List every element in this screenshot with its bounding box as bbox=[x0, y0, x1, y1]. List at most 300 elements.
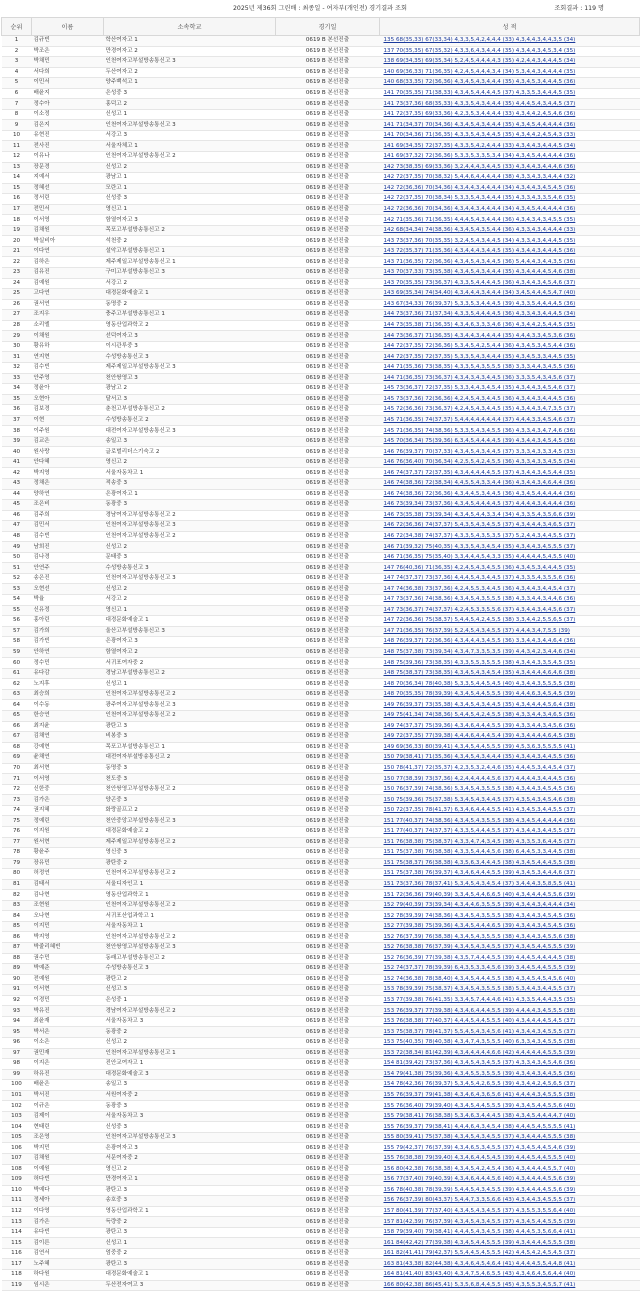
school-cell: 춘천고부설방송통신고 2 bbox=[104, 405, 276, 416]
name-cell: 고다연 bbox=[32, 289, 104, 300]
name-cell: 박예준 bbox=[32, 964, 104, 975]
score-link[interactable]: 146 71(36,35) 75(35,40) 3,3,4,4,4,5,4,3,3 (35) 4,4,4,4,4,5,4,5,5 (40) bbox=[380, 552, 640, 563]
date-cell: 0619 B 본선진출 bbox=[276, 78, 380, 89]
score-link[interactable]: 151 75(37,38) 76(39,37) 4,3,4,6,4,4,4,5,5 (39) 4,3,4,5,3,4,4,4,6 (37) bbox=[380, 869, 640, 880]
score-link[interactable]: 150 76(37,39) 74(38,36) 5,3,4,5,4,3,5,5,5 (38) 4,3,4,4,3,4,5,4,5 (36) bbox=[380, 784, 640, 795]
score-link[interactable]: 143 70(35,35) 73(36,37) 4,3,3,5,4,4,4,4,5 (36) 4,3,4,4,3,4,5,4,6 (37) bbox=[380, 278, 640, 289]
name-cell: 정혜선 bbox=[32, 183, 104, 194]
score-link[interactable]: 155 79(42,37) 76(37,39) 4,3,4,6,5,3,4,5,5 (37) 4,3,4,5,4,4,5,4,6 (39) bbox=[380, 1143, 640, 1154]
col-header-name: 이름 bbox=[32, 18, 104, 36]
date-cell: 0619 B 본선진출 bbox=[276, 99, 380, 110]
score-link[interactable]: 148 70(35,35) 78(39,39) 4,3,4,5,4,4,5,5,5 (39) 4,4,4,6,3,4,5,4,5 (39) bbox=[380, 689, 640, 700]
school-cell: 제주제일고부설방송통신고 1 bbox=[104, 257, 276, 268]
name-cell: 박서진 bbox=[32, 1090, 104, 1101]
score-link[interactable]: 146 73(39,34) 73(37,36) 4,3,4,5,4,4,4,4,5 (37) 4,4,4,4,3,4,4,4,4 (36) bbox=[380, 500, 640, 511]
rank-cell: 68 bbox=[2, 742, 32, 753]
rank-cell: 96 bbox=[2, 1037, 32, 1048]
score-link[interactable]: 153 78(39,39) 75(38,37) 4,3,4,5,4,3,5,5,5 (38) 5,3,4,4,3,4,4,5,5 (37) bbox=[380, 985, 640, 996]
score-link[interactable]: 142 68(34,34) 74(38,36) 4,3,4,5,4,3,5,4,4 (36) 4,3,3,4,3,4,4,4,4 (33) bbox=[380, 225, 640, 236]
score-link[interactable]: 150 78(41,37) 72(35,37) 4,2,3,5,3,2,4,4,6 (35) 4,4,4,5,3,4,4,5,4 (37) bbox=[380, 763, 640, 774]
date-cell: 0619 B 본선진출 bbox=[276, 1280, 380, 1291]
rank-cell: 83 bbox=[2, 900, 32, 911]
score-link[interactable]: 144 72(37,35) 72(37,35) 5,3,3,5,4,3,4,4,4 (35) 4,3,4,5,3,3,4,4,5 (35) bbox=[380, 352, 640, 363]
name-cell: 박줄리혜빈 bbox=[32, 943, 104, 954]
table-row bbox=[2, 1111, 640, 1122]
table-row bbox=[2, 1048, 640, 1059]
score-link[interactable]: 146 73(35,38) 73(39,34) 4,3,4,5,4,4,3,3,4 (34) 4,3,3,5,4,3,5,6,6 (39) bbox=[380, 510, 640, 521]
rank-cell: 2 bbox=[2, 46, 32, 57]
date-cell: 0619 B 본선진출 bbox=[276, 1238, 380, 1249]
score-link[interactable]: 143 73(37,36) 70(35,35) 3,2,4,5,4,3,4,4,5 (34) 4,3,3,4,3,4,4,4,5 (35) bbox=[380, 236, 640, 247]
score-link[interactable]: 150 75(39,36) 75(37,38) 5,3,4,5,4,3,4,4,5 (37) 4,3,5,4,3,4,5,4,6 (38) bbox=[380, 795, 640, 806]
score-link[interactable]: 154 81(39,42) 73(37,36) 4,3,4,5,4,3,4,5,5 (37) 4,3,3,4,3,4,5,4,6 (36) bbox=[380, 1059, 640, 1070]
name-cell: 양하연 bbox=[32, 489, 104, 500]
school-cell: 서울자동차고 1 bbox=[104, 468, 276, 479]
rank-cell: 87 bbox=[2, 943, 32, 954]
name-cell: 정수아 bbox=[32, 99, 104, 110]
school-cell: 은성중 3 bbox=[104, 88, 276, 99]
score-link[interactable]: 146 71(39,32) 75(40,35) 4,3,3,5,4,3,4,5,4 (35) 4,3,4,4,3,4,5,5,5 (37) bbox=[380, 542, 640, 553]
rank-cell: 55 bbox=[2, 605, 32, 616]
school-cell: 대경문화예술고 1 bbox=[104, 616, 276, 627]
score-link[interactable]: 156 80(42,38) 76(38,38) 4,3,4,5,4,2,4,5,4 (36) 4,3,4,4,4,4,5,5,7 (40) bbox=[380, 1164, 640, 1175]
score-link[interactable]: 157 80(41,39) 77(37,40) 4,3,4,5,4,3,4,5,5 (37) 4,3,5,5,3,5,5,6,4 (40) bbox=[380, 1206, 640, 1217]
rank-cell: 86 bbox=[2, 932, 32, 943]
date-cell: 0619 B 본선진출 bbox=[276, 837, 380, 848]
score-link[interactable]: 157 81(42,39) 76(37,39) 4,3,4,5,4,3,4,5,5 (37) 4,3,4,5,4,4,5,5,5 (39) bbox=[380, 1217, 640, 1228]
school-cell: 함열여자고 3 bbox=[104, 215, 276, 226]
score-link[interactable]: 141 70(35,35) 71(38,33) 4,3,4,5,4,4,4,4,5 (37) 4,3,3,5,3,4,4,4,5 (35) bbox=[380, 88, 640, 99]
score-link[interactable]: 142 73(38,35) 69(33,36) 3,2,4,4,4,3,4,4,5 (33) 4,3,4,4,3,4,4,4,6 (36) bbox=[380, 162, 640, 173]
table-row bbox=[2, 1164, 640, 1175]
date-cell: 0619 B 본선진출 bbox=[276, 626, 380, 637]
school-cell: 신성고 1 bbox=[104, 679, 276, 690]
school-cell: 두산전자여고 3 bbox=[104, 1280, 276, 1291]
school-cell: 신성고 2 bbox=[104, 1037, 276, 1048]
school-cell: 인천여자고부설방송통신고 3 bbox=[104, 521, 276, 532]
score-link[interactable]: 145 73(36,37) 72(37,35) 5,3,3,4,4,3,4,5,4 (35) 4,3,4,4,3,4,5,4,6 (37) bbox=[380, 384, 640, 395]
school-cell: 광남고 2 bbox=[104, 384, 276, 395]
table-row bbox=[2, 88, 640, 99]
name-cell: 김수빈 bbox=[32, 531, 104, 542]
date-cell: 0619 B 본선진출 bbox=[276, 436, 380, 447]
score-link[interactable]: 154 78(42,36) 76(39,37) 5,3,4,5,4,2,6,5,5 (39) 4,3,4,4,2,4,5,6,5 (37) bbox=[380, 1080, 640, 1091]
rank-cell: 26 bbox=[2, 299, 32, 310]
score-link[interactable]: 152 74(36,38) 78(38,40) 4,3,4,5,4,4,4,5,5 (38) 4,3,4,5,4,5,4,5,6 (40) bbox=[380, 974, 640, 985]
score-link[interactable]: 140 69(36,33) 71(36,35) 4,2,4,5,4,4,4,3,4 (34) 5,3,4,4,3,4,4,4,4 (35) bbox=[380, 67, 640, 78]
rank-cell: 67 bbox=[2, 732, 32, 743]
school-cell: 인천여자고부설방송통신고 2 bbox=[104, 869, 276, 880]
col-header-rank: 순위 bbox=[2, 18, 32, 36]
score-link[interactable]: 151 72(36,36) 79(40,39) 3,3,4,5,4,4,6,6,5 (40) 4,3,4,4,4,4,5,5,6 (39) bbox=[380, 890, 640, 901]
date-cell: 0619 B 본선진출 bbox=[276, 995, 380, 1006]
name-cell: 이유나 bbox=[32, 152, 104, 163]
score-link[interactable]: 153 76(39,37) 77(39,38) 4,3,4,6,4,4,4,5,5 (39) 4,4,4,4,3,4,5,5,5 (38) bbox=[380, 1006, 640, 1017]
rank-cell: 20 bbox=[2, 236, 32, 247]
date-cell: 0619 B 본선진출 bbox=[276, 236, 380, 247]
score-link[interactable]: 142 71(35,36) 71(36,35) 4,4,4,5,4,3,4,4,4 (36) 4,3,4,3,4,3,4,5,5 (35) bbox=[380, 215, 640, 226]
score-link[interactable]: 141 73(37,36) 68(35,33) 4,3,3,5,4,3,4,4,4 (35) 4,4,4,5,4,3,4,4,5 (37) bbox=[380, 99, 640, 110]
date-cell: 0619 B 본선진출 bbox=[276, 394, 380, 405]
table-row bbox=[2, 1206, 640, 1217]
score-link[interactable]: 141 69(37,32) 72(36,36) 5,3,3,5,3,3,5,3,4 (34) 4,3,4,5,4,4,4,4,4 (36) bbox=[380, 152, 640, 163]
score-link[interactable]: 148 75(37,38) 73(39,34) 4,3,4,7,3,3,5,3,5 (39) 4,4,3,4,2,3,4,4,6 (34) bbox=[380, 647, 640, 658]
score-link[interactable]: 147 74(37,37) 73(37,36) 4,4,4,5,4,3,4,4,5 (37) 4,3,3,5,4,3,5,5,6 (36) bbox=[380, 573, 640, 584]
score-link[interactable]: 149 76(39,37) 73(35,38) 4,3,4,5,4,3,4,4,5 (35) 4,3,4,4,4,4,5,6,4 (38) bbox=[380, 700, 640, 711]
score-link[interactable]: 146 76(39,37) 70(37,33) 4,3,4,5,4,3,4,4,5 (37) 3,3,3,4,3,3,3,4,5 (33) bbox=[380, 447, 640, 458]
score-link[interactable]: 137 70(35,35) 67(35,32) 4,3,3,6,4,3,4,4,4 (35) 4,3,4,4,3,4,5,3,4 (35) bbox=[380, 46, 640, 57]
score-link[interactable]: 153 76(38,38) 77(40,37) 4,4,4,5,4,4,5,5,5 (40) 4,3,4,4,4,4,5,4,5 (37) bbox=[380, 1016, 640, 1027]
school-cell: 양주백석고 1 bbox=[104, 78, 276, 89]
score-link[interactable]: 161 82(41,41) 79(42,37) 5,5,4,4,5,4,5,5,5 (42) 4,4,5,4,2,4,5,4,5 (37) bbox=[380, 1248, 640, 1259]
score-link[interactable]: 150 72(37,35) 78(41,37) 6,3,4,6,4,4,4,5,5 (41) 4,3,4,5,3,4,4,5,5 (37) bbox=[380, 805, 640, 816]
school-cell: 영신고 2 bbox=[104, 1164, 276, 1175]
score-link[interactable]: 155 79(38,41) 76(38,38) 5,3,4,6,3,4,4,4,5 (38) 4,3,4,5,4,4,4,4,7 (40) bbox=[380, 1111, 640, 1122]
school-cell: 서울자동차고 1 bbox=[104, 921, 276, 932]
school-cell: 광탄중 2 bbox=[104, 858, 276, 869]
score-link[interactable]: 141 69(34,35) 72(37,35) 4,3,3,5,4,2,4,4,4 (33) 4,3,4,4,3,4,4,4,5 (34) bbox=[380, 141, 640, 152]
rank-cell: 39 bbox=[2, 436, 32, 447]
school-cell: 신성고 2 bbox=[104, 584, 276, 595]
table-row bbox=[2, 1238, 640, 1249]
name-cell: 원사랑 bbox=[32, 447, 104, 458]
score-link[interactable]: 138 69(34,35) 69(35,34) 5,2,4,5,4,4,4,4,3 (35) 4,2,4,4,3,4,4,4,5 (34) bbox=[380, 57, 640, 68]
school-cell: 은성중 1 bbox=[104, 995, 276, 1006]
score-link[interactable]: 144 71(35,36) 73(38,35) 4,3,3,5,4,3,5,5,5 (38) 3,3,3,4,4,3,4,5,5 (36) bbox=[380, 362, 640, 373]
name-cell: 김가은 bbox=[32, 1217, 104, 1228]
school-cell: 선덕여자고 3 bbox=[104, 331, 276, 342]
school-cell: 신성고 3 bbox=[104, 985, 276, 996]
rank-cell: 102 bbox=[2, 1101, 32, 1112]
rank-cell: 19 bbox=[2, 225, 32, 236]
score-link[interactable]: 152 78(39,39) 74(38,36) 4,3,4,5,4,3,5,5,5 (38) 4,3,4,4,3,4,5,4,5 (36) bbox=[380, 911, 640, 922]
score-link[interactable]: 147 73(37,36) 74(38,36) 4,3,4,5,4,3,5,5,5 (38) 4,3,3,4,4,3,4,4,6 (36) bbox=[380, 594, 640, 605]
date-cell: 0619 B 본선진출 bbox=[276, 1080, 380, 1091]
rank-cell: 66 bbox=[2, 721, 32, 732]
date-cell: 0619 B 본선진출 bbox=[276, 531, 380, 542]
school-cell: 신성고 1 bbox=[104, 109, 276, 120]
school-cell: 인천여자고부설방송통신고 3 bbox=[104, 120, 276, 131]
date-cell: 0619 B 본선진출 bbox=[276, 289, 380, 300]
name-cell: 권민재 bbox=[32, 1048, 104, 1059]
name-cell: 이서영 bbox=[32, 774, 104, 785]
school-cell: 서울디자인고 1 bbox=[104, 879, 276, 890]
score-link[interactable]: 145 73(37,36) 72(36,36) 4,2,4,5,4,3,4,4,5 (36) 4,3,4,4,3,4,4,4,5 (36) bbox=[380, 394, 640, 405]
score-link[interactable]: 156 76(37,39) 80(43,37) 5,4,4,7,3,3,5,6,6 (43) 4,3,4,4,3,4,5,5,5 (37) bbox=[380, 1196, 640, 1207]
table-row bbox=[2, 985, 640, 996]
rank-cell: 49 bbox=[2, 542, 32, 553]
school-cell: 서귀포여자중 2 bbox=[104, 658, 276, 669]
date-cell: 0619 B 본선진출 bbox=[276, 869, 380, 880]
score-link[interactable]: 166 80(42,38) 86(45,41) 5,3,5,6,8,4,4,5,5 (45) 4,3,5,5,3,4,5,5,7 (41) bbox=[380, 1280, 640, 1291]
score-link[interactable]: 143 70(37,33) 73(35,38) 4,3,4,5,4,3,4,4,4 (35) 4,3,4,4,4,4,5,4,6 (38) bbox=[380, 268, 640, 279]
school-cell: 은광여자고 1 bbox=[104, 489, 276, 500]
score-link[interactable]: 150 79(38,41) 71(35,36) 4,3,4,5,4,3,4,4,4 (35) 4,3,4,4,3,4,4,5,5 (36) bbox=[380, 753, 640, 764]
table-body bbox=[2, 36, 640, 1291]
name-cell: 김제이 bbox=[32, 1111, 104, 1122]
score-link[interactable]: 155 76(36,40) 79(39,40) 4,3,4,5,4,4,5,5,5 (39) 4,3,4,5,4,4,5,5,6 (40) bbox=[380, 1101, 640, 1112]
table-row bbox=[2, 827, 640, 838]
table-row bbox=[2, 932, 640, 943]
rank-cell: 75 bbox=[2, 816, 32, 827]
school-cell: 비봉중 3 bbox=[104, 732, 276, 743]
table-row bbox=[2, 542, 640, 553]
score-link[interactable]: 141 70(34,36) 71(36,35) 4,3,3,5,4,3,4,4,5 (35) 4,3,4,4,2,4,5,4,3 (33) bbox=[380, 130, 640, 141]
name-cell: 최승희 bbox=[32, 689, 104, 700]
score-link[interactable]: 144 72(37,35) 72(36,36) 5,3,4,5,4,2,5,4,4 (36) 4,3,4,5,3,4,5,4,4 (36) bbox=[380, 341, 640, 352]
rank-cell: 65 bbox=[2, 711, 32, 722]
table-row bbox=[2, 848, 640, 859]
col-header-score: 성 적 bbox=[380, 18, 640, 36]
score-link[interactable]: 146 74(37,37) 72(37,35) 4,3,4,4,4,4,4,5,5 (37) 4,3,4,4,3,4,5,4,4 (35) bbox=[380, 468, 640, 479]
name-cell: 오현아 bbox=[32, 394, 104, 405]
table-row bbox=[2, 816, 640, 827]
score-link[interactable]: 156 77(37,40) 79(40,39) 4,3,4,6,4,4,4,5,6 (40) 4,3,4,4,4,4,5,5,6 (39) bbox=[380, 1175, 640, 1186]
name-cell: 이서현 bbox=[32, 985, 104, 996]
score-link[interactable]: 153 77(39,38) 76(41,35) 3,3,4,5,7,4,4,4,6 (41) 4,3,3,5,4,4,4,3,5 (35) bbox=[380, 995, 640, 1006]
name-cell: 이서영 bbox=[32, 215, 104, 226]
school-cell: 송호중 3 bbox=[104, 1196, 276, 1207]
school-cell: 동광중 2 bbox=[104, 1027, 276, 1038]
name-cell: 이채원 bbox=[32, 331, 104, 342]
score-link[interactable]: 152 76(38,38) 76(37,39) 4,3,4,5,4,3,4,5,5 (37) 4,3,4,5,4,4,5,5,5 (39) bbox=[380, 943, 640, 954]
name-cell: 허정연 bbox=[32, 869, 104, 880]
score-link[interactable]: 164 81(41,40) 83(43,40) 4,3,4,7,5,4,6,5,5 (43) 4,3,4,6,4,5,6,4,4 (40) bbox=[380, 1269, 640, 1280]
table-row bbox=[2, 1143, 640, 1154]
score-link[interactable]: 144 73(35,38) 71(36,35) 4,3,4,6,3,3,3,4,6 (36) 4,3,4,4,2,5,4,4,5 (35) bbox=[380, 320, 640, 331]
score-link[interactable]: 150 77(38,39) 73(37,36) 4,2,4,4,4,4,4,5,6 (37) 4,4,4,4,3,4,4,4,5 (36) bbox=[380, 774, 640, 785]
date-cell: 0619 B 본선진출 bbox=[276, 1164, 380, 1175]
rank-cell: 51 bbox=[2, 563, 32, 574]
score-link[interactable]: 140 68(33,35) 72(36,36) 4,3,4,5,4,3,4,4,4 (35) 4,3,4,5,3,4,4,4,5 (36) bbox=[380, 78, 640, 89]
name-cell: 전사진 bbox=[32, 141, 104, 152]
name-cell: 박서은 bbox=[32, 1027, 104, 1038]
name-cell: 김연서 bbox=[32, 1248, 104, 1259]
table-row bbox=[2, 46, 640, 57]
table-row bbox=[2, 78, 640, 89]
table-row bbox=[2, 869, 640, 880]
rank-cell: 17 bbox=[2, 204, 32, 215]
name-cell: 유다빈 bbox=[32, 1227, 104, 1238]
score-link[interactable]: 149 75(41,34) 74(38,36) 5,4,4,5,4,2,4,5,5 (38) 4,3,3,4,4,3,4,6,5 (36) bbox=[380, 711, 640, 722]
school-cell: 서울자체고 1 bbox=[104, 141, 276, 152]
score-link[interactable]: 145 71(36,35) 74(37,37) 5,4,4,4,4,4,4,4,4 (37) 4,4,4,3,3,4,5,4,6 (37) bbox=[380, 415, 640, 426]
school-cell: 양곤중 3 bbox=[104, 795, 276, 806]
rank-cell: 52 bbox=[2, 573, 32, 584]
school-cell: 인천여자고부설방송통신고 3 bbox=[104, 57, 276, 68]
score-link[interactable]: 154 79(41,38) 75(39,36) 4,3,4,5,5,3,5,5,5 (39) 4,3,4,4,3,4,4,5,5 (36) bbox=[380, 1069, 640, 1080]
date-cell: 0619 B 본선진출 bbox=[276, 784, 380, 795]
name-cell: 김민서 bbox=[32, 521, 104, 532]
school-cell: 대전여자고부설방송통신고 3 bbox=[104, 426, 276, 437]
score-link[interactable]: 135 68(35,33) 67(33,34) 4,3,3,5,4,2,4,4,4 (33) 4,3,4,4,3,4,4,3,5 (34) bbox=[380, 36, 640, 47]
score-link[interactable]: 148 70(36,34) 78(40,38) 5,3,3,5,4,4,5,4,5 (40) 4,3,4,4,3,5,5,5,5 (38) bbox=[380, 679, 640, 690]
score-link[interactable]: 149 74(37,37) 75(39,36) 4,3,4,6,4,4,4,5,5 (39) 4,3,3,4,4,3,4,5,6 (36) bbox=[380, 721, 640, 732]
table-row bbox=[2, 215, 640, 226]
school-cell: 영신고 2 bbox=[104, 457, 276, 468]
date-cell: 0619 B 본선진출 bbox=[276, 278, 380, 289]
score-link[interactable]: 144 73(36,37) 71(36,35) 4,3,4,4,3,4,4,4,4 (35) 4,4,4,3,3,4,5,3,6 (36) bbox=[380, 331, 640, 342]
rank-cell: 25 bbox=[2, 289, 32, 300]
date-cell: 0619 B 본선진출 bbox=[276, 911, 380, 922]
date-cell: 0619 B 본선진출 bbox=[276, 805, 380, 816]
date-cell: 0619 B 본선진출 bbox=[276, 647, 380, 658]
name-cell: 서다희 bbox=[32, 67, 104, 78]
score-link[interactable]: 142 72(36,36) 70(34,36) 4,3,4,4,3,4,4,4,4 (34) 4,3,4,5,4,4,4,4,4 (36) bbox=[380, 204, 640, 215]
score-link[interactable]: 145 72(36,36) 73(36,37) 4,2,4,5,4,3,4,4,5 (35) 4,3,4,4,3,4,7,3,5 (37) bbox=[380, 405, 640, 416]
score-link[interactable]: 143 69(35,34) 74(34,40) 4,3,4,4,4,3,4,4,4 (34) 3,4,5,4,4,4,5,4,7 (40) bbox=[380, 289, 640, 300]
name-cell: 이소정 bbox=[32, 109, 104, 120]
table-row bbox=[2, 1037, 640, 1048]
date-cell: 0619 B 본선진출 bbox=[276, 753, 380, 764]
score-link[interactable]: 155 76(39,37) 79(38,41) 4,4,4,6,4,3,4,5,4 (38) 4,4,4,5,4,5,5,5,5 (41) bbox=[380, 1122, 640, 1133]
name-cell: 정수민 bbox=[32, 658, 104, 669]
name-cell: 이수동 bbox=[32, 700, 104, 711]
score-link[interactable]: 153 75(38,37) 78(41,37) 5,5,4,5,4,3,4,5,6 (41) 4,3,4,4,3,4,5,5,5 (37) bbox=[380, 1027, 640, 1038]
score-link[interactable]: 142 72(36,36) 70(34,36) 4,3,4,4,3,4,4,4,4 (34) 4,3,4,4,3,4,5,4,5 (36) bbox=[380, 183, 640, 194]
rank-cell: 9 bbox=[2, 120, 32, 131]
result-count: 조회결과 : 119 명 bbox=[554, 5, 604, 12]
school-cell: 글로벌리더스기숙고 2 bbox=[104, 447, 276, 458]
score-link[interactable]: 155 76(38,38) 79(39,40) 4,3,4,6,4,4,5,4,5 (39) 4,4,4,5,4,4,5,5,5 (40) bbox=[380, 1153, 640, 1164]
date-cell: 0619 B 본선진출 bbox=[276, 763, 380, 774]
school-cell: 동광중 3 bbox=[104, 1101, 276, 1112]
rank-cell: 40 bbox=[2, 447, 32, 458]
name-cell: 정윤아 bbox=[32, 384, 104, 395]
name-cell: 김가희 bbox=[32, 626, 104, 637]
score-link[interactable]: 147 72(36,36) 75(38,37) 5,4,4,5,4,2,4,5,5 (38) 3,3,4,4,2,5,5,6,5 (37) bbox=[380, 616, 640, 627]
school-cell: 동명중 3 bbox=[104, 763, 276, 774]
score-link[interactable]: 156 78(40,38) 78(39,39) 5,4,4,5,4,3,4,5,5 (39) 4,3,4,4,4,4,5,5,6 (39) bbox=[380, 1185, 640, 1196]
school-cell: 함열여자고 2 bbox=[104, 647, 276, 658]
date-cell: 0619 B 본선진출 bbox=[276, 584, 380, 595]
score-link[interactable]: 146 76(36,40) 70(36,34) 4,2,5,5,4,2,4,5,5 (36) 4,3,3,4,3,3,4,5,5 (34) bbox=[380, 457, 640, 468]
name-cell: 유다감 bbox=[32, 668, 104, 679]
rank-cell: 37 bbox=[2, 415, 32, 426]
score-link[interactable]: 143 72(35,37) 71(35,36) 4,3,4,4,4,3,4,4,5 (35) 4,3,4,4,3,4,4,4,5 (36) bbox=[380, 246, 640, 257]
table-row bbox=[2, 1185, 640, 1196]
score-link[interactable]: 141 72(37,35) 69(33,36) 4,2,3,5,3,4,4,4,4 (33) 4,3,4,4,2,4,5,4,6 (36) bbox=[380, 109, 640, 120]
score-link[interactable]: 151 73(37,36) 78(37,41) 5,3,4,5,4,3,4,5,4 (37) 3,4,4,4,3,5,8,5,5 (41) bbox=[380, 879, 640, 890]
table-row bbox=[2, 1132, 640, 1143]
score-link[interactable]: 153 75(40,35) 78(40,38) 4,3,4,7,4,3,5,5,5 (40) 6,3,3,4,3,4,5,5,5 (38) bbox=[380, 1037, 640, 1048]
score-link[interactable]: 145 70(36,34) 75(39,36) 6,3,4,5,4,4,4,4,5 (39) 4,3,4,4,3,4,5,4,5 (36) bbox=[380, 436, 640, 447]
rank-cell: 119 bbox=[2, 1280, 32, 1291]
score-link[interactable]: 147 73(36,37) 74(37,37) 4,2,4,5,3,3,5,5,6 (37) 4,3,4,4,3,4,4,5,6 (37) bbox=[380, 605, 640, 616]
school-cell: 적송중 3 bbox=[104, 478, 276, 489]
score-link[interactable]: 152 74(37,37) 78(39,39) 6,4,3,5,3,3,4,5,6 (39) 3,4,4,5,4,4,5,5,5 (39) bbox=[380, 964, 640, 975]
rank-cell: 69 bbox=[2, 753, 32, 764]
score-link[interactable]: 141 71(34,37) 70(34,36) 4,3,4,5,4,3,4,4,4 (35) 4,3,4,5,4,4,4,4,4 (36) bbox=[380, 120, 640, 131]
score-link[interactable]: 146 74(38,36) 72(38,34) 4,4,5,5,4,3,3,4,4 (36) 4,3,4,4,3,4,6,4,4 (36) bbox=[380, 478, 640, 489]
school-cell: 설악고부설방송통신고 1 bbox=[104, 246, 276, 257]
name-cell: 윤채연 bbox=[32, 753, 104, 764]
score-link[interactable]: 147 74(36,38) 73(37,36) 4,2,4,5,5,3,4,4,5 (36) 4,3,4,4,3,4,4,5,4 (37) bbox=[380, 584, 640, 595]
school-cell: 대경문화예술고 3 bbox=[104, 1069, 276, 1080]
school-cell: 동래고부설방송통신고 2 bbox=[104, 953, 276, 964]
score-link[interactable]: 146 74(38,36) 72(36,36) 4,3,4,4,5,3,4,4,5 (36) 4,3,4,5,4,4,4,4,4 (36) bbox=[380, 489, 640, 500]
table-row bbox=[2, 468, 640, 479]
score-link[interactable]: 151 77(40,37) 74(38,36) 4,3,4,5,4,3,5,5,5 (38) 4,3,4,5,4,4,4,4,4 (36) bbox=[380, 816, 640, 827]
school-cell: 서강고 3 bbox=[104, 130, 276, 141]
school-cell: 득량중 2 bbox=[104, 1217, 276, 1228]
results-table bbox=[1, 17, 640, 1291]
score-link[interactable]: 143 67(34,33) 76(39,37) 5,3,3,5,3,4,4,4,5 (39) 4,3,3,5,4,4,4,4,5 (36) bbox=[380, 299, 640, 310]
table-row bbox=[2, 289, 640, 300]
rank-cell: 36 bbox=[2, 405, 32, 416]
score-link[interactable]: 149 69(36,33) 80(39,41) 4,3,4,5,4,4,5,5,5 (39) 4,5,3,6,3,5,5,5,5 (41) bbox=[380, 742, 640, 753]
score-link[interactable]: 142 72(37,35) 70(38,34) 5,3,3,5,4,3,4,4,4 (35) 4,3,3,4,3,3,5,4,6 (35) bbox=[380, 194, 640, 205]
score-link[interactable]: 148 75(38,37) 73(38,35) 4,3,4,5,4,3,4,5,4 (35) 4,3,4,4,4,4,6,4,6 (38) bbox=[380, 668, 640, 679]
rank-cell: 109 bbox=[2, 1175, 32, 1186]
table-row bbox=[2, 384, 640, 395]
score-link[interactable]: 143 71(36,35) 72(36,36) 4,3,4,5,4,3,4,4,5 (36) 5,4,4,4,3,4,4,3,5 (36) bbox=[380, 257, 640, 268]
score-link[interactable]: 147 76(40,36) 71(36,35) 4,2,4,5,4,3,4,5,5 (36) 4,3,4,5,3,4,4,4,5 (35) bbox=[380, 563, 640, 574]
score-link[interactable]: 152 77(39,38) 75(39,36) 4,3,4,5,4,4,4,6,5 (39) 4,3,4,4,3,4,5,4,5 (36) bbox=[380, 921, 640, 932]
score-link[interactable]: 158 79(39,40) 79(38,41) 4,4,4,5,4,3,4,5,5 (38) 4,4,4,5,3,5,6,6,4 (41) bbox=[380, 1227, 640, 1238]
score-link[interactable]: 161 84(42,42) 77(39,38) 4,3,4,5,4,4,5,5,5 (39) 4,3,4,4,4,4,5,5,5 (38) bbox=[380, 1238, 640, 1249]
score-link[interactable]: 148 75(39,36) 73(38,35) 4,3,3,5,5,3,5,5,5 (38) 4,3,4,4,3,3,5,4,5 (35) bbox=[380, 658, 640, 669]
score-link[interactable]: 153 72(38,34) 81(42,39) 4,3,4,4,4,4,4,6,6 (42) 4,4,4,4,4,4,5,5,5 (39) bbox=[380, 1048, 640, 1059]
rank-cell: 81 bbox=[2, 879, 32, 890]
score-link[interactable]: 146 72(36,36) 74(37,37) 5,4,3,5,4,3,4,5,5 (37) 4,3,4,4,4,3,4,6,5 (37) bbox=[380, 521, 640, 532]
score-link[interactable]: 152 76(37,39) 76(38,38) 4,3,4,5,4,3,5,5,5 (38) 4,3,4,4,3,4,5,5,6 (38) bbox=[380, 932, 640, 943]
score-link[interactable]: 144 71(36,35) 73(36,37) 4,3,4,3,4,3,4,4,5 (36) 3,3,3,5,4,3,4,5,6 (37) bbox=[380, 373, 640, 384]
rank-cell: 103 bbox=[2, 1111, 32, 1122]
date-cell: 0619 B 본선진출 bbox=[276, 1101, 380, 1112]
score-link[interactable]: 149 72(37,35) 77(39,38) 4,4,4,6,4,4,4,5,4 (39) 4,3,4,4,4,4,6,4,5 (38) bbox=[380, 732, 640, 743]
score-link[interactable]: 163 81(43,38) 82(44,38) 4,3,4,6,4,5,4,6,4 (41) 4,4,4,4,5,5,4,4,8 (41) bbox=[380, 1259, 640, 1270]
rank-cell: 97 bbox=[2, 1048, 32, 1059]
school-cell: 충주고부설방송통신고 1 bbox=[104, 310, 276, 321]
score-link[interactable]: 155 80(39,41) 75(37,38) 4,3,4,5,4,3,4,5,5 (37) 4,3,4,4,4,4,5,5,5 (38) bbox=[380, 1132, 640, 1143]
rank-cell: 113 bbox=[2, 1217, 32, 1228]
date-cell: 0619 B 본선진출 bbox=[276, 1132, 380, 1143]
date-cell: 0619 B 본선진출 bbox=[276, 352, 380, 363]
school-cell: 대전여자부설방송통신고 2 bbox=[104, 753, 276, 764]
score-link[interactable]: 152 79(40,39) 73(39,34) 4,3,4,4,6,3,5,5,5 (39) 4,3,4,4,3,4,4,4,4 (34) bbox=[380, 900, 640, 911]
table-row bbox=[2, 257, 640, 268]
score-link[interactable]: 142 72(37,35) 70(38,32) 5,4,4,6,4,4,4,4,4 (38) 4,3,3,4,3,3,4,4,4 (32) bbox=[380, 173, 640, 184]
score-link[interactable]: 151 77(40,37) 74(37,37) 4,3,3,5,4,4,4,5,5 (37) 4,3,4,4,3,4,4,5,5 (37) bbox=[380, 827, 640, 838]
name-cell: 김채원 bbox=[32, 225, 104, 236]
score-link[interactable]: 152 76(36,39) 77(39,38) 4,3,5,7,4,4,4,5,5 (39) 4,4,4,5,4,4,4,4,5 (38) bbox=[380, 953, 640, 964]
score-link[interactable]: 146 72(34,38) 74(37,37) 4,3,3,5,4,3,5,3,5 (37) 5,2,4,4,3,4,4,5,5 (37) bbox=[380, 531, 640, 542]
score-link[interactable]: 151 76(38,38) 75(38,37) 4,3,3,4,7,4,3,4,5 (38) 4,3,3,5,3,6,4,4,5 (37) bbox=[380, 837, 640, 848]
date-cell: 0619 B 본선진출 bbox=[276, 542, 380, 553]
rank-cell: 116 bbox=[2, 1248, 32, 1259]
score-link[interactable]: 145 71(36,35) 74(38,36) 5,3,3,5,4,3,4,5,5 (36) 4,3,3,4,3,4,7,4,6 (36) bbox=[380, 426, 640, 437]
score-link[interactable]: 147 71(36,35) 76(37,39) 5,2,4,5,4,3,4,5,5 (37) 4,4,4,3,4,7,5,5 (39) bbox=[380, 626, 640, 637]
table-row bbox=[2, 964, 640, 975]
table-row bbox=[2, 742, 640, 753]
table-row bbox=[2, 753, 640, 764]
date-cell: 0619 B 본선진출 bbox=[276, 152, 380, 163]
score-link[interactable]: 151 75(37,38) 76(38,38) 4,3,3,5,4,4,4,5,6 (38) 6,4,4,5,3,3,4,4,5 (38) bbox=[380, 848, 640, 859]
table-row bbox=[2, 1069, 640, 1080]
score-link[interactable]: 148 76(39,37) 72(36,36) 4,3,4,4,4,3,4,5,5 (36) 3,3,4,4,3,4,4,6,4 (36) bbox=[380, 637, 640, 648]
table-row bbox=[2, 774, 640, 785]
date-cell: 0619 B 본선진출 bbox=[276, 616, 380, 627]
score-link[interactable]: 151 75(38,37) 76(38,38) 4,3,5,6,3,4,4,4,5 (38) 4,3,4,5,4,4,4,5,5 (38) bbox=[380, 858, 640, 869]
rank-cell: 13 bbox=[2, 162, 32, 173]
date-cell: 0619 B 본선진출 bbox=[276, 510, 380, 521]
table-row bbox=[2, 341, 640, 352]
score-link[interactable]: 155 76(39,37) 79(41,38) 4,3,4,6,4,3,6,5,6 (41) 4,4,4,4,3,4,5,5,5 (38) bbox=[380, 1090, 640, 1101]
table-row bbox=[2, 1016, 640, 1027]
score-link[interactable]: 144 73(37,36) 71(37,34) 4,3,3,5,4,4,4,4,5 (36) 4,3,3,4,3,4,4,4,5 (34) bbox=[380, 310, 640, 321]
name-cell: 조현원 bbox=[32, 900, 104, 911]
